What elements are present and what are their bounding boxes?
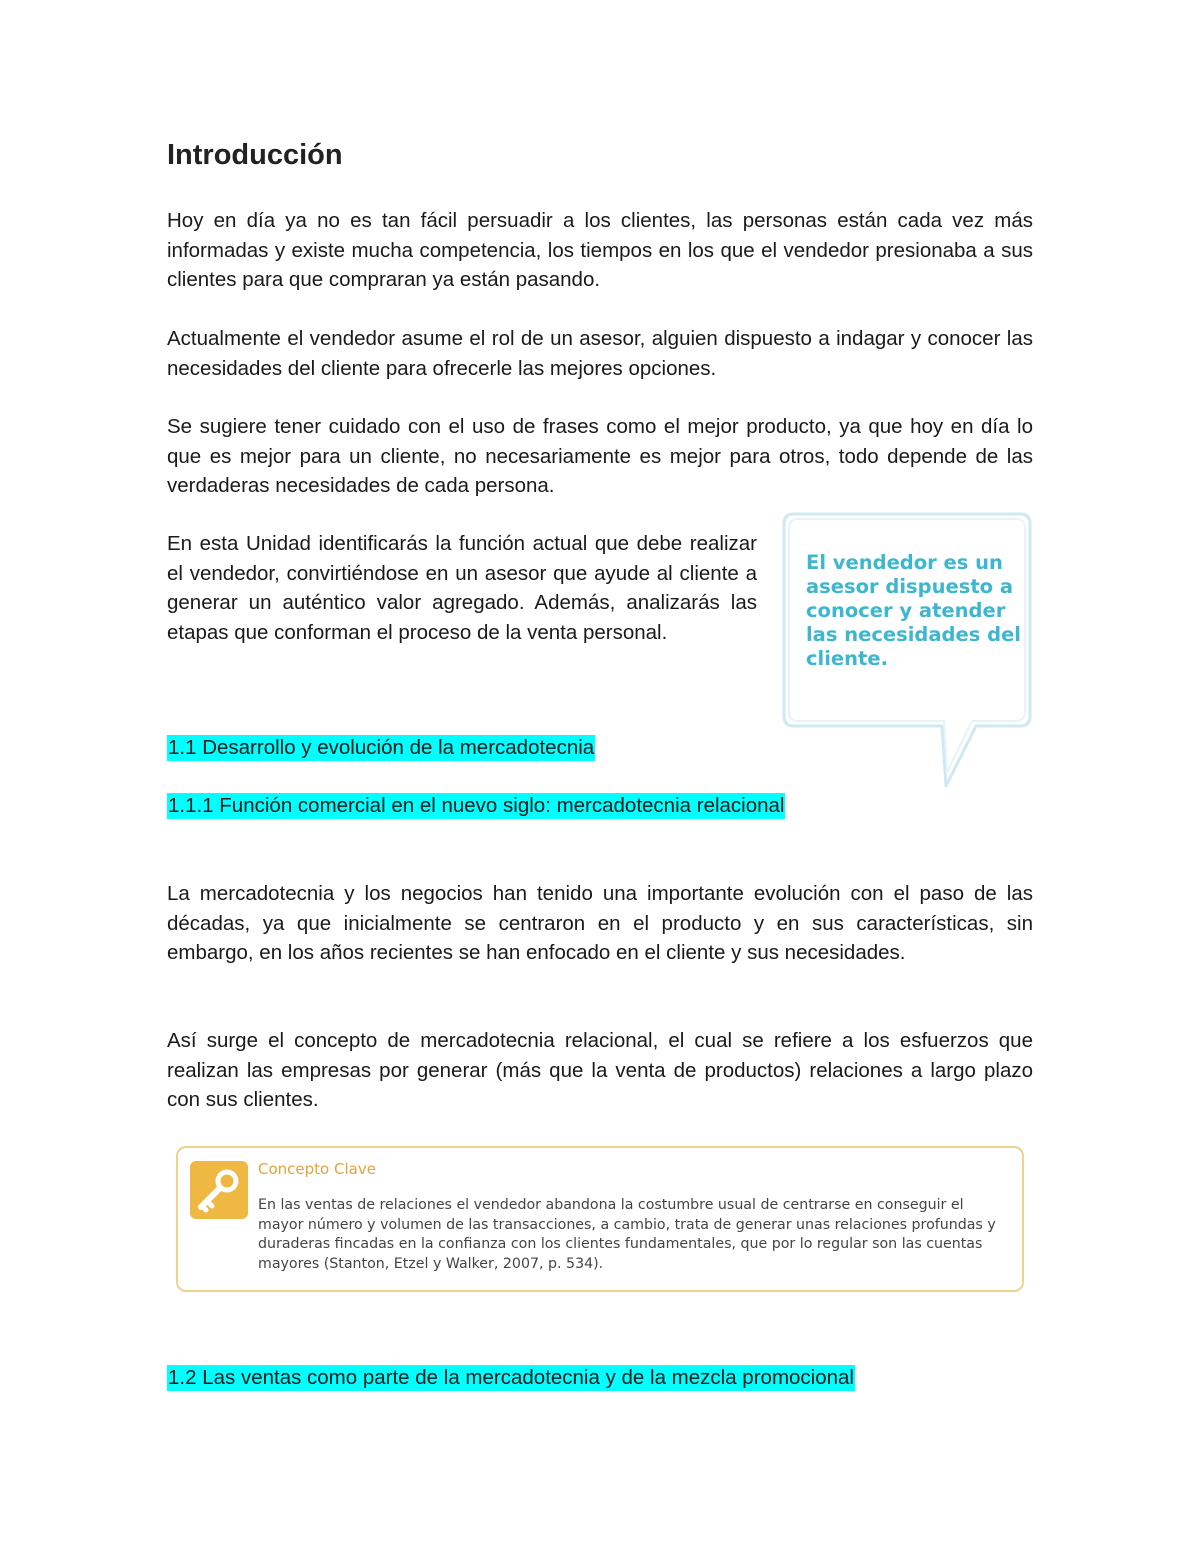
heading-1-1-text: 1.1 Desarrollo y evolución de la mercadotecnia: [168, 736, 595, 759]
key-concept-box: [176, 1146, 1024, 1292]
heading-1-1-1-text: 1.1.1 Función comercial en el nuevo siglo: mercadotecnia relacional: [168, 794, 785, 817]
heading-1-1-1: [167, 793, 785, 819]
key-concept-body: En las ventas de relaciones el vendedor abandona la costumbre usual de centrarse en conseguir el mayor número y volumen de las transacciones, a cambio, trata de generar unas relaciones profundas y duraderas fincadas en la confianza con los clientes fundamentales, que por lo regular son las cuentas mayores (Stanton, Etzel y Walker, 2007, p. 534).: [258, 1197, 996, 1272]
page-title: Introducción: [167, 139, 343, 171]
key-icon: [190, 1161, 248, 1219]
paragraph-relational-marketing: Así surge el concepto de mercadotecnia relacional, el cual se refiere a los esfuerzos que realizan las empresas por generar (más que la venta de productos) relaciones a largo plazo con sus clientes.: [167, 1029, 1033, 1111]
key-concept-title: Concepto Clave: [258, 1160, 376, 1178]
paragraph-best-product: Se sugiere tener cuidado con el uso de frases como el mejor producto, ya que hoy en día lo que es mejor para un cliente, no necesariamente es mejor para otros, todo depende de las verdaderas necesidades de cada persona.: [167, 415, 1033, 497]
heading-1-2-text: 1.2 Las ventas como parte de la mercadotecnia y de la mezcla promocional: [168, 1366, 854, 1389]
callout-text: El vendedor es un asesor dispuesto a conocer y atender las necesidades del cliente.: [806, 551, 1021, 670]
callout-bubble: [780, 510, 1034, 792]
paragraph-unit-overview: En esta Unidad identificarás la función actual que debe realizar el vendedor, convirtiéndose en un asesor que ayude al cliente a generar un auténtico valor agregado. Además, analizarás las etapas que conforman el proceso de la venta personal.: [167, 532, 757, 644]
heading-1-2: [167, 1365, 855, 1391]
paragraph-marketing-evolution: La mercadotecnia y los negocios han tenido una importante evolución con el paso de las décadas, ya que inicialmente se centraron en el producto y en sus características, sin embargo, en los años recientes se han enfocado en el cliente y sus necesidades.: [167, 882, 1033, 964]
paragraph-advisor-role: Actualmente el vendedor asume el rol de un asesor, alguien dispuesto a indagar y conocer las necesidades del cliente para ofrecerle las mejores opciones.: [167, 327, 1033, 380]
paragraph-intro: Hoy en día ya no es tan fácil persuadir a los clientes, las personas están cada vez más informadas y existe mucha competencia, los tiempos en los que el vendedor presionaba a sus clientes para que compraran ya están pasando.: [167, 209, 1033, 291]
heading-1-1: [167, 735, 595, 761]
